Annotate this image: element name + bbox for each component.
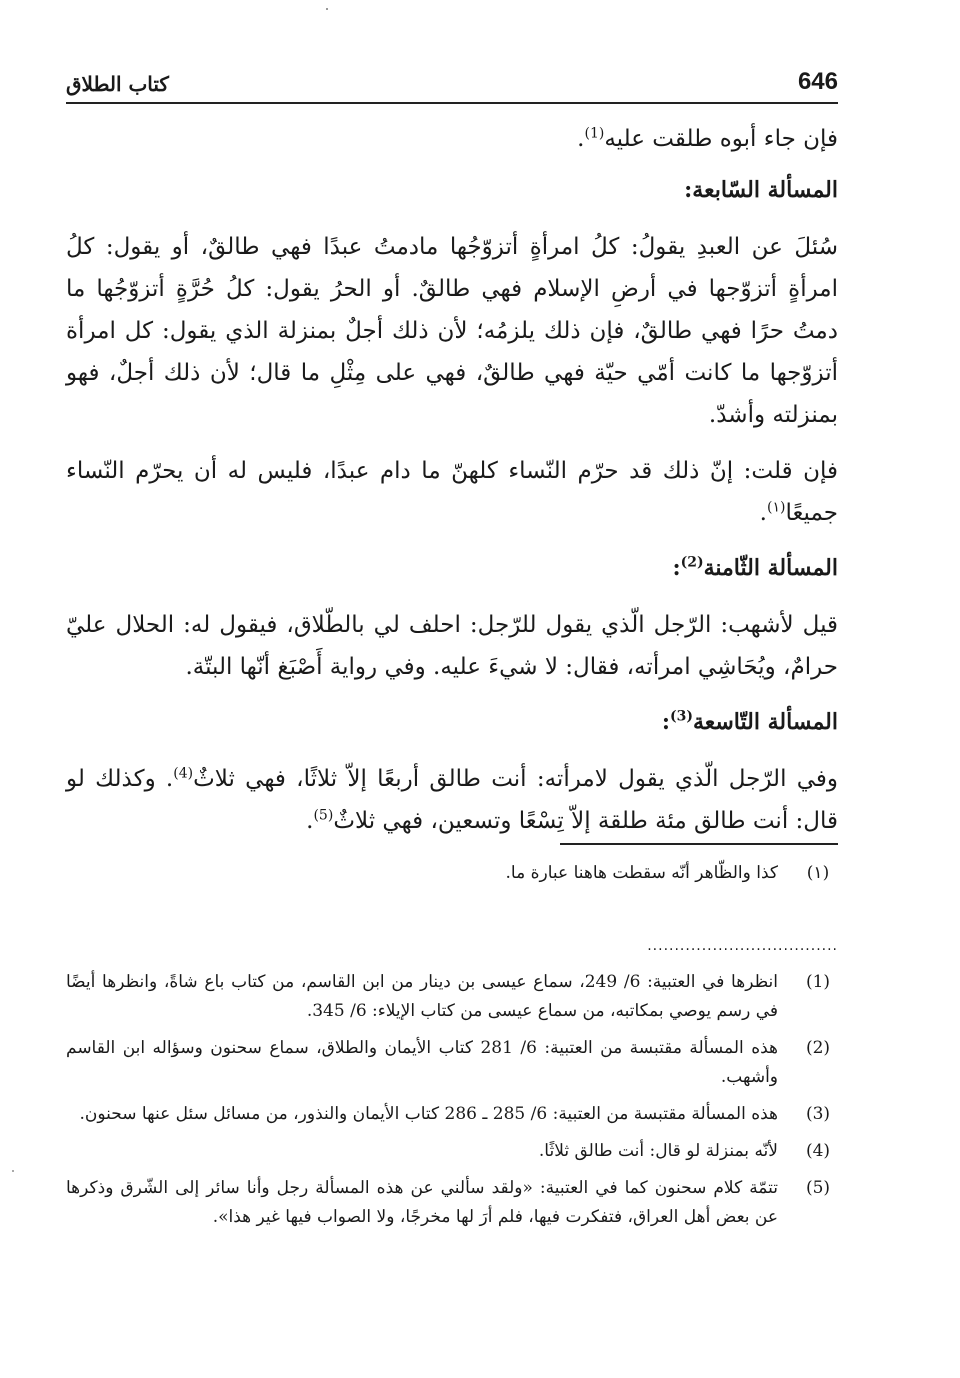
footnote-text: هذه المسألة مقتبسة من العتبية: 6/ 285 ـ 286 كتاب الأيمان والنذور، من مسائل سئل عنها سحنون. [79, 1104, 778, 1124]
main-text [66, 118, 838, 856]
paragraph [66, 450, 838, 534]
paragraph-text: . وكذلك لو قال: أنت طالق مئة طلقة إلاّ تِسْعًا وتسعين، فهي ثلاثٌ [66, 766, 838, 834]
paragraph-text: فإن جاء أبوه طلقت عليه [604, 126, 838, 152]
scan-speck [12, 1170, 14, 1172]
note-item [66, 858, 838, 888]
inner-note [66, 858, 838, 896]
footnote-item [66, 1137, 838, 1166]
footnote-rule [560, 843, 838, 845]
paragraph-text: فإن قلت: إنّ ذلك قد حرّم النّساء كلهنّ ما دام عبدًا، فليس له أن يحرّم النّساء جميعًا [66, 458, 838, 526]
section-heading [66, 702, 838, 742]
footnote-text: هذه المسألة مقتبسة من العتبية: 6/ 281 كتاب الأيمان والطلاق، سماع سحنون وسؤاله ابن القاسم وأشهب. [66, 1038, 779, 1087]
footnote-number: (1) [805, 972, 831, 992]
footnote-number: (3) [805, 1104, 831, 1124]
footnote-number: (5) [805, 1178, 831, 1198]
footnote-number: (4) [805, 1141, 831, 1161]
footnote-text: انظرها في العتبية: 6/ 249، سماع عيسى بن دينار من ابن القاسم، من كتاب باع شاةً، وانظرها أيضًا في رسم يوصي بمكاتبه، من سماع عيسى من كتاب الإيلاء: 6/ 345. [66, 972, 778, 1021]
paragraph-text: وفي الرّجل الّذي يقول لامرأته: أنت طالق أربعًا إلاّ ثلاثًا، فهي ثلاثٌ [193, 766, 838, 792]
footnote-item [66, 1034, 838, 1092]
note-number: (١) [806, 863, 830, 883]
paragraph: قيل لأشهب: الرّجل الّذي يقول للرّجل: احلف لي بالطّلاق، فيقول له: الحلال عليّ حرامٌ، ويُحَاشِي امرأته، فقال: لا شيءَ عليه. وفي رواية أَصْبَغ أنّها البتّة. [66, 612, 838, 680]
page-header [66, 62, 838, 104]
scan-speck [326, 8, 328, 10]
punctuation: : [672, 555, 681, 581]
footnote-marker: (5) [313, 807, 334, 824]
footnotes [66, 968, 838, 1240]
footnote-marker: (1) [584, 125, 605, 142]
footnote-number: (2) [805, 1038, 831, 1058]
footnote-text: تتمّة كلام سحنون كما في العتبية: «ولقد سألني عن هذه المسألة رجل وأنا سائر إلى الشّرق وذكرها عن بعض أهل العراق، فتفكرت فيها، فلم أرَ لها مخرجًا، ولا الصواب فيها غير هذا». [66, 1178, 778, 1227]
footnote-item [66, 968, 838, 1026]
section-heading: المسألة السّابعة: [684, 177, 838, 203]
section-heading [66, 548, 838, 588]
punctuation: . [306, 808, 314, 834]
footnote-marker: (2) [680, 554, 704, 571]
dotted-separator: ................................... [647, 938, 838, 954]
paragraph [66, 118, 838, 160]
page-number: 646 [797, 68, 838, 95]
paragraph: سُئلَ عن العبدِ يقولُ: كلُ امرأةٍ أتزوّجُها مادمتُ عبدًا فهي طالقٌ، أو يقول: كلُ امرأةٍ أتزوّجها في أرضِ الإسلام فهي طالقٌ. أو الحرُ يقول: كلُ حُرَّةٍ أتزوّجُها ما دمتُ حرًا فهي طالقٌ، فإن ذلك يلزمُه؛ لأن ذلك أجلٌ بمنزلة الذي يقول: كل امرأة أتزوّجها ما كانت أمّي حيّة فهي طالقٌ، فهي على مِثْلِ ما قال؛ لأن ذلك أجلٌ، فهو بمنزلته وأشدّ. [66, 234, 838, 428]
running-title: كتاب الطلاق [66, 72, 169, 96]
footnote-marker: (3) [669, 708, 693, 725]
footnote-item [66, 1100, 838, 1129]
note-text: كذا والظّاهر أنّه سقطت هاهنا عبارة ما. [505, 863, 778, 883]
footnote-text: لأنّه بمنزلة لو قال: أنت طالق ثلاثًا. [538, 1141, 778, 1161]
paragraph [66, 758, 838, 842]
punctuation: : [661, 709, 670, 735]
footnote-item [66, 1174, 838, 1232]
heading-text: المسألة التّاسعة [692, 709, 838, 735]
punctuation: . [577, 126, 585, 152]
punctuation: . [759, 500, 767, 526]
footnote-marker: (١) [766, 499, 786, 516]
heading-text: المسألة الثّامنة [703, 555, 838, 581]
footnote-marker: (4) [173, 765, 194, 782]
